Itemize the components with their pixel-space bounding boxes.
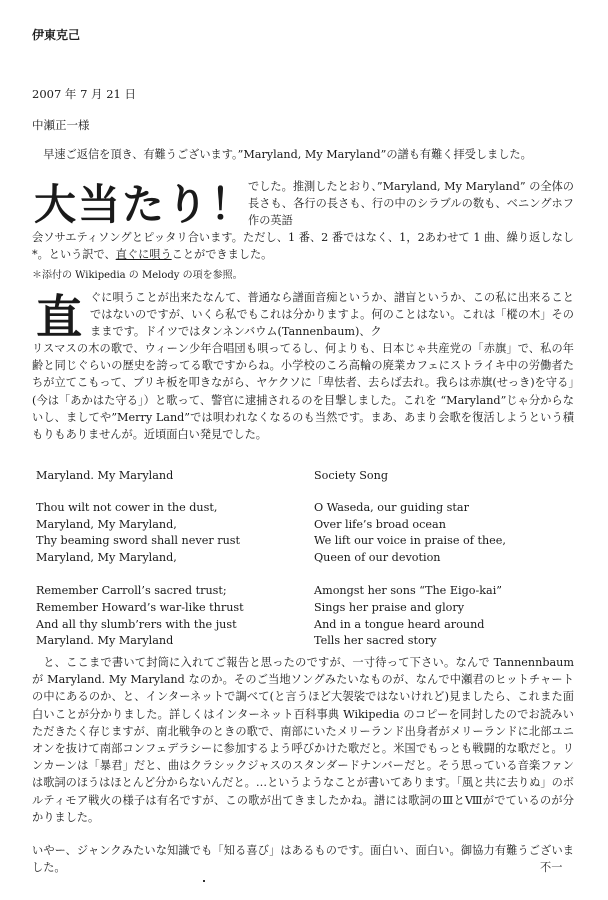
footnote: ＊添付の Wikipedia の Melody の項を参照。 bbox=[32, 270, 243, 281]
song-stanza bbox=[314, 500, 584, 567]
underlined-phrase: 直ぐに唄う bbox=[115, 248, 172, 262]
closing-signoff: 不一 bbox=[540, 861, 563, 874]
paragraph-tannenbaum-part1: ぐに唄うことが出来たなんて、普通なら譜面音痴というか、譜盲というか、この私に出来ることではないのですが、いくら私でもこれは分かりますよ。何のことはない。これは「樅の木」そのままです。ドイツではタンネンバウム(Tannenbaum)、ク bbox=[90, 291, 574, 339]
paragraph-match-part1: でした。推測したとおり、”Maryland, My Maryland” の全体の長さも、各行の長さも、行の中のシラブルの数も、ベニングホフ作の英語 bbox=[248, 180, 574, 228]
song-society bbox=[314, 468, 584, 666]
song-stanza bbox=[36, 500, 306, 567]
letter-date: 2007 年 7 月 21 日 bbox=[32, 87, 136, 101]
lyric-line: Tells her sacred story bbox=[314, 634, 437, 648]
lyric-line: We lift our voice in praise of thee, bbox=[314, 534, 506, 548]
song-title: Society Song bbox=[314, 469, 389, 482]
lyric-line: Sings her praise and glory bbox=[314, 600, 465, 614]
paragraph-match-part2 bbox=[32, 229, 574, 263]
lyric-line: Maryland. My Maryland bbox=[36, 634, 174, 648]
recipient-name: 中瀬正一様 bbox=[32, 118, 90, 132]
lyric-line: Thou wilt not cower in the dust, bbox=[36, 500, 218, 514]
lyric-line: Remember Howard’s war-like thrust bbox=[36, 600, 244, 614]
song-stanza bbox=[314, 583, 584, 650]
author-name: 伊東克己 bbox=[32, 28, 81, 42]
lyric-line: And all thy slumb’rers with the just bbox=[36, 617, 237, 631]
scan-speck bbox=[203, 880, 205, 882]
paragraph-research: と、ここまで書いて封筒に入れてご報告と思ったのですが、一寸待って下さい。なんで Tannennbaum が Maryland. My Maryland なのか。そのご当地ソングみたいなものが、なんで中瀬君のヒットチャートの中にあるのか、と、インターネットで調べて(と言うほど大袈裟ではないけれど)見ましたら、これまた面白いことが分かりました。詳しくはインターネット百科事典 Wikipedia のコピーを同封したのでお読みいただきたく存じますが、南北戦争のときの歌で、南部にいたメリーランド出身者がメリーランドに北部ユニオンを抜けて南部コンフェデラシーに参加するよう呼びかけた歌だと。米国でもっとも戦闘的な歌だと。リンカーンは「暴君」だと、曲はクラシックジャスのスタンダードナンバーだと。そう思っている音楽ファンは歌詞のほうはほとんど分からないんだと。…というようなことが書いてあります。「風と共に去りぬ」のボルティモア戦火の様子は有名ですが、この歌が出てきましたかね。譜には歌詞のⅢとⅧがでているのが分かりました。 bbox=[32, 656, 574, 824]
lyric-line: Amongst her sons “The Eigo-kai” bbox=[314, 583, 503, 597]
lyric-line: O Waseda, our guiding star bbox=[314, 500, 469, 514]
headline-big-text: 大当たり！ bbox=[34, 180, 255, 229]
paragraph-match-end: ことができました。 bbox=[171, 248, 273, 262]
lyric-line: Maryland, My Maryland, bbox=[36, 517, 177, 531]
lyric-line: And in a tongue heard around bbox=[314, 617, 485, 631]
song-maryland bbox=[36, 468, 306, 666]
lyric-line: Over life’s broad ocean bbox=[314, 517, 446, 531]
song-stanza bbox=[36, 583, 306, 650]
lyric-line: Maryland, My Maryland, bbox=[36, 551, 177, 565]
lyric-line: Remember Carroll’s sacred trust; bbox=[36, 583, 227, 597]
paragraph-tannenbaum-part2: リスマスの木の歌で、ウィーン少年合唱団も唄ってるし、何よりも、日本じゃ共産党の「赤旗」で、私の年齢と同じぐらいの歴史を誇ってる歌ですからね。小学校のころ高輪の廃業カフェにストライキ中の労働者たちが立てこもって、ブリキ板を叩きながら、ヤケクソに「卑怯者、去らば去れ。我らは赤旗(せっき)を守る」(今は「あかはた守る」）と歌って、警官に逮捕されるのを目撃しました。これを “Maryland”じゃ分からないし、ましてや”Merry Land”では唄われなくなるのも当然です。まあ、あまり会歌を復活しようという積もりもありませんが。近頃面白い発見でした。 bbox=[32, 342, 574, 442]
paragraph-match-text: 会ソサエティソングとピッタリ合います。ただし、1 番、2 番ではなく、1，2あわせて 1 曲、繰り返しなし*。という訳で、 bbox=[32, 231, 574, 262]
lyric-line: Thy beaming sword shall never rust bbox=[36, 534, 241, 548]
paragraph-thanks: 早速ご返信を頂き、有難うございます。”Maryland, My Maryland”の譜も有難く拝受しました。 bbox=[43, 148, 532, 161]
paragraph-closing: いやー、ジャンクみたいな知識でも「知る喜び」はあるものです。面白い、面白い。御協力有難うございました。 bbox=[32, 844, 574, 875]
drop-cap: 直 bbox=[36, 290, 82, 344]
song-title: Maryland. My Maryland bbox=[36, 469, 174, 482]
lyric-line: Queen of our devotion bbox=[314, 551, 441, 565]
